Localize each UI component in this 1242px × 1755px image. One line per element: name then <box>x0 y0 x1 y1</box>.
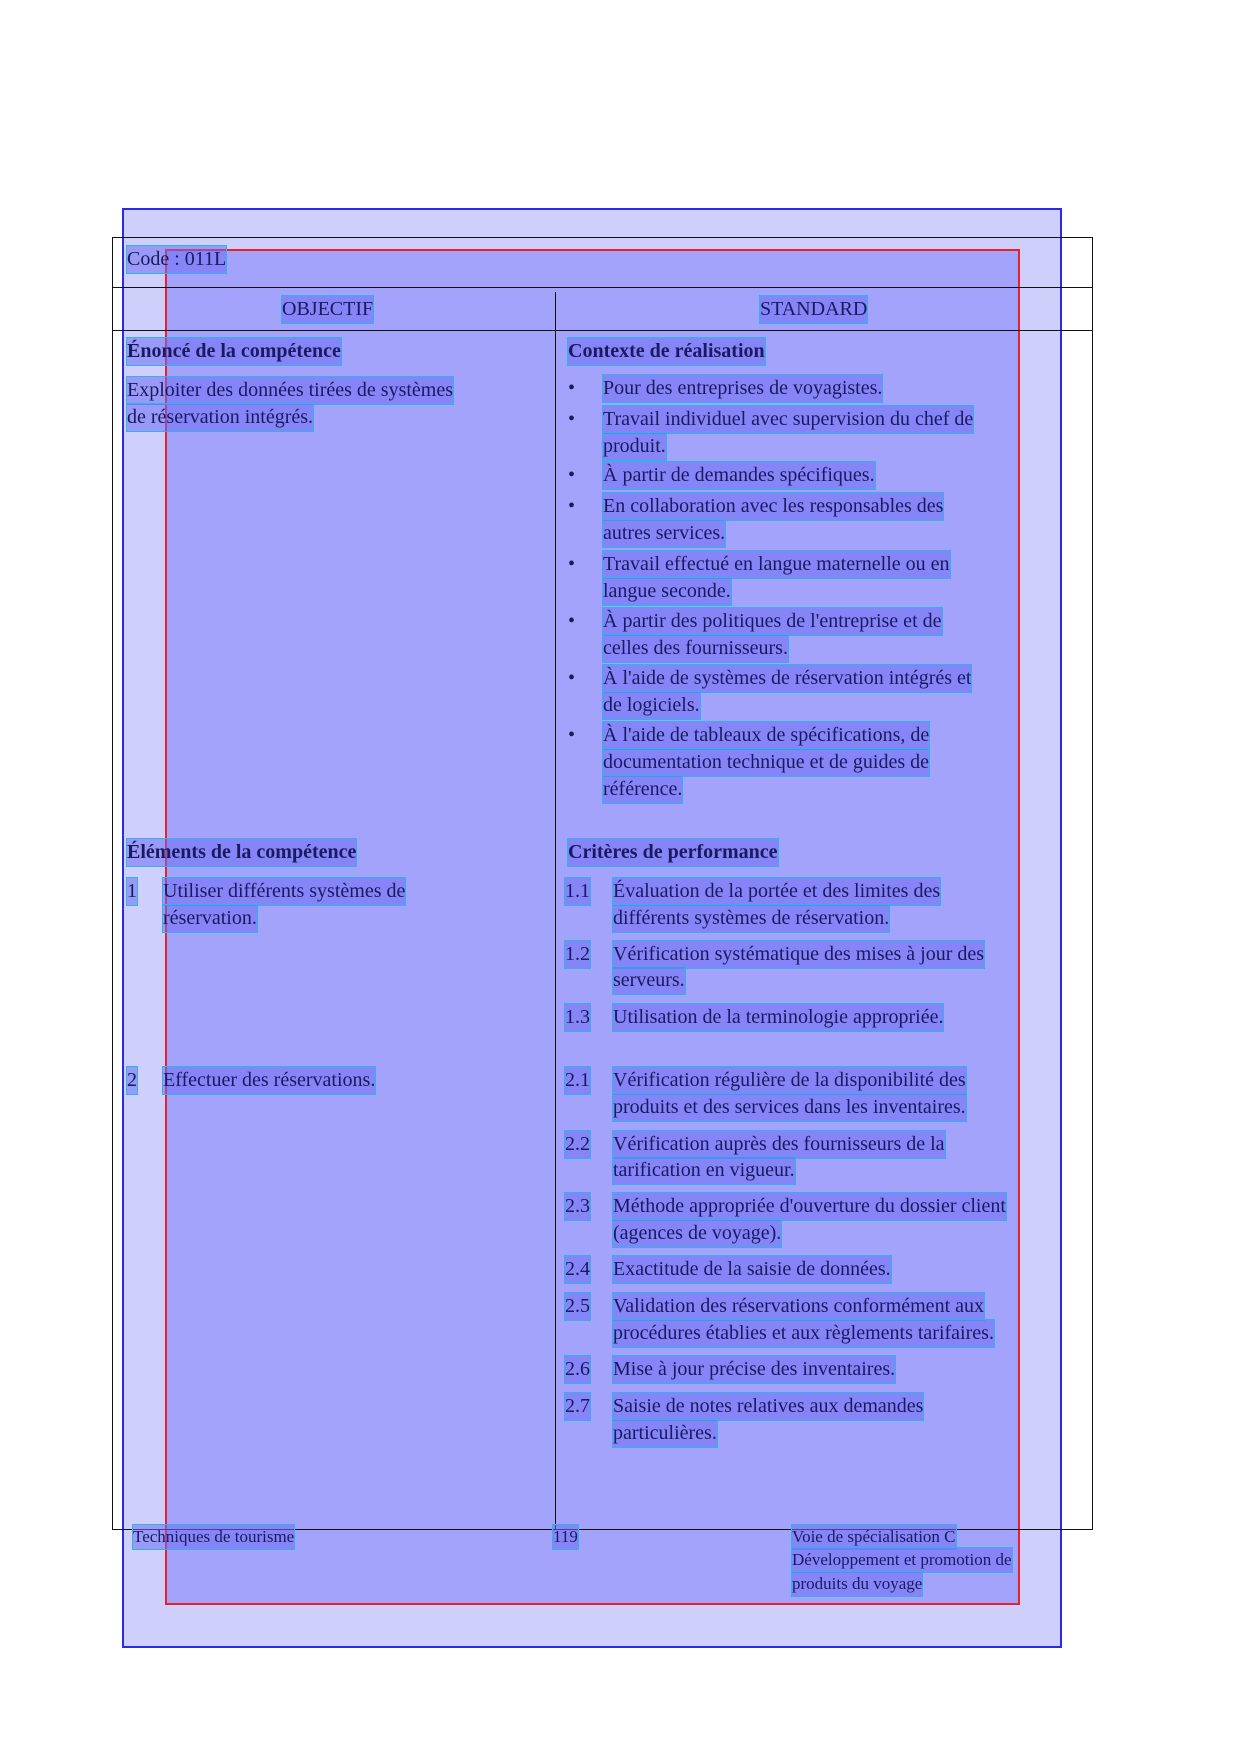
contexte-item: À l'aide de tableaux de spécifications, de <box>603 722 929 749</box>
element-number: 2 <box>127 1067 137 1094</box>
contexte-item: À partir de demandes spécifiques. <box>603 462 875 489</box>
critere-line: serveurs. <box>613 967 685 994</box>
element-line: Effectuer des réservations. <box>163 1067 375 1094</box>
enonce-title: Énoncé de la compétence <box>127 338 341 365</box>
critere-line: Mise à jour précise des inventaires. <box>613 1356 895 1383</box>
code-line: Code : 011L <box>127 246 226 273</box>
critere-number: 2.4 <box>565 1256 590 1283</box>
critere-number: 1.3 <box>565 1004 590 1031</box>
header-objectif: OBJECTIF <box>282 296 373 323</box>
column-divider <box>555 292 556 1530</box>
contexte-item: En collaboration avec les responsables des <box>603 493 943 520</box>
footer-left: Techniques de tourisme <box>133 1525 294 1549</box>
contexte-item: documentation technique et de guides de <box>603 749 929 776</box>
critere-line: Méthode appropriée d'ouverture du dossier client <box>613 1193 1006 1220</box>
footer-right-line: Voie de spécialisation C <box>792 1525 956 1549</box>
contexte-item: Travail effectué en langue maternelle ou en <box>603 551 950 578</box>
contexte-title: Contexte de réalisation <box>568 338 765 365</box>
contexte-item: Travail individuel avec supervision du chef de <box>603 406 973 433</box>
critere-line: Saisie de notes relatives aux demandes <box>613 1393 923 1420</box>
critere-number: 2.7 <box>565 1393 590 1420</box>
critere-number: 2.1 <box>565 1067 590 1094</box>
critere-number: 2.5 <box>565 1293 590 1320</box>
critere-line: différents systèmes de réservation. <box>613 905 889 932</box>
critere-number: 2.2 <box>565 1131 590 1158</box>
element-line: Utiliser différents systèmes de <box>163 878 405 905</box>
critere-line: produits et des services dans les inventaires. <box>613 1094 966 1121</box>
contexte-item: À l'aide de systèmes de réservation intégrés et <box>603 665 971 692</box>
bullet: • <box>568 610 576 632</box>
footer-right-line: produits du voyage <box>792 1572 922 1596</box>
critere-line: Évaluation de la portée et des limites des <box>613 878 940 905</box>
critere-line: (agences de voyage). <box>613 1220 781 1247</box>
bullet: • <box>568 377 576 399</box>
element-number: 1 <box>127 878 137 905</box>
critere-line: Exactitude de la saisie de données. <box>613 1256 891 1283</box>
header-bottom-rule <box>112 330 1093 331</box>
bullet: • <box>568 667 576 689</box>
critere-line: particulières. <box>613 1420 717 1447</box>
critere-line: Validation des réservations conformément aux <box>613 1293 984 1320</box>
critere-number: 2.6 <box>565 1356 590 1383</box>
elements-title: Éléments de la compétence <box>127 839 356 866</box>
footer-page-number: 119 <box>553 1525 578 1549</box>
enonce-line: de réservation intégrés. <box>127 404 313 431</box>
bullet: • <box>568 553 576 575</box>
contexte-item: référence. <box>603 776 682 803</box>
critere-number: 1.2 <box>565 941 590 968</box>
critere-line: Vérification auprès des fournisseurs de la <box>613 1131 945 1158</box>
element-line: réservation. <box>163 905 257 932</box>
contexte-item: de logiciels. <box>603 692 700 719</box>
footer-right-line: Développement et promotion de <box>792 1548 1012 1572</box>
critere-line: Utilisation de la terminologie appropriée. <box>613 1004 943 1031</box>
contexte-item: langue seconde. <box>603 578 731 605</box>
header-top-rule <box>112 287 1093 288</box>
critere-line: tarification en vigueur. <box>613 1157 795 1184</box>
contexte-item: produit. <box>603 433 666 460</box>
bullet: • <box>568 408 576 430</box>
header-standard: STANDARD <box>760 296 867 323</box>
critere-line: Vérification régulière de la disponibilité des <box>613 1067 966 1094</box>
contexte-item: À partir des politiques de l'entreprise et de <box>603 608 942 635</box>
contexte-item: Pour des entreprises de voyagistes. <box>603 375 882 402</box>
bullet: • <box>568 495 576 517</box>
critere-line: procédures établies et aux règlements tarifaires. <box>613 1320 994 1347</box>
bullet: • <box>568 724 576 746</box>
criteres-title: Critères de performance <box>568 839 778 866</box>
enonce-line: Exploiter des données tirées de systèmes <box>127 377 453 404</box>
critere-number: 1.1 <box>565 878 590 905</box>
contexte-item: autres services. <box>603 520 725 547</box>
critere-line: Vérification systématique des mises à jour des <box>613 941 984 968</box>
critere-number: 2.3 <box>565 1193 590 1220</box>
contexte-item: celles des fournisseurs. <box>603 635 788 662</box>
bullet: • <box>568 464 576 486</box>
